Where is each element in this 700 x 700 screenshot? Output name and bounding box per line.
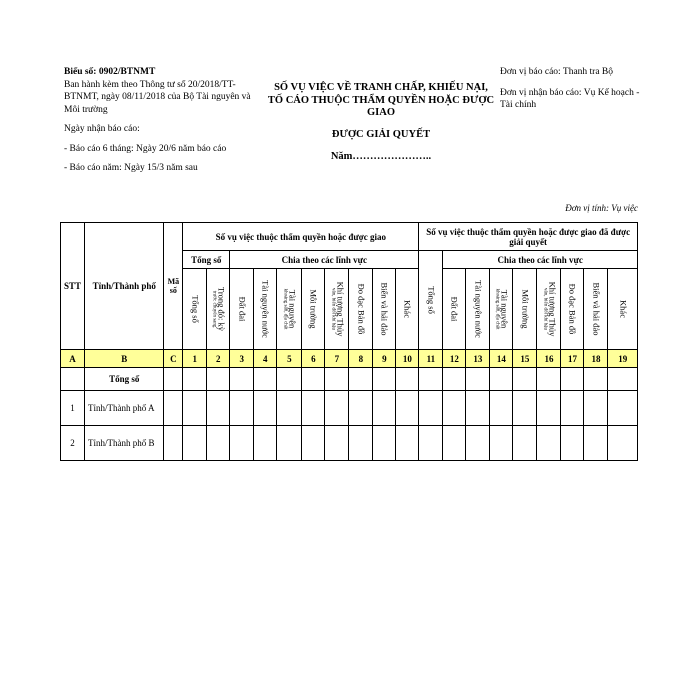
- col-code-header: Mã số: [164, 223, 183, 350]
- row-stt: 1: [61, 391, 85, 426]
- water-col: Tài nguyên nước: [254, 269, 277, 350]
- survey-col: Đo đạc Bản đồ: [349, 269, 373, 350]
- title-line-2: ĐƯỢC GIẢI QUYẾT: [331, 128, 431, 140]
- index-cell: 10: [396, 350, 419, 368]
- index-cell: 5: [277, 350, 302, 368]
- index-cell: 2: [207, 350, 230, 368]
- land-col: Đất đai: [230, 269, 254, 350]
- receipt-label: Ngày nhận báo cáo:: [64, 124, 140, 134]
- sea-col: Biển và hải đảo: [373, 269, 396, 350]
- group2-header: Số vụ việc thuộc thẩm quyền hoặc được giao đã được giải quyết: [419, 223, 638, 251]
- report-title: [266, 82, 496, 164]
- half-year-deadline: - Báo cáo 6 tháng: Ngày 20/6 năm báo cáo: [64, 143, 227, 154]
- row-stt: 2: [61, 426, 85, 461]
- form-header-left: [64, 66, 264, 175]
- issued-with: Ban hành kèm theo Thông tư số 20/2018/TT-BTNMT, ngày 08/11/2018 của Bộ Tài nguyên và Môi trường: [64, 79, 251, 115]
- table-row: [61, 391, 638, 426]
- environment-col-2: Môi trường: [513, 269, 537, 350]
- report-year: Năm…………………..: [330, 151, 432, 162]
- survey-col-2: Đo đạc Bản đồ: [561, 269, 584, 350]
- index-cell: 15: [513, 350, 537, 368]
- by-field-header-2: Chia theo các lĩnh vực: [443, 251, 638, 269]
- total-row-label: Tổng số: [85, 368, 164, 391]
- table-row: [61, 426, 638, 461]
- index-cell: 7: [325, 350, 349, 368]
- land-col-2: Đất đai: [443, 269, 466, 350]
- total-col-1: Tổng số: [183, 269, 207, 350]
- environment-col: Môi trường: [302, 269, 325, 350]
- index-row: [61, 350, 638, 368]
- group1-header: Số vụ việc thuộc thẩm quyền hoặc được giao: [183, 223, 419, 251]
- col-stt-header: STT: [61, 223, 85, 350]
- form-code: Biểu số: 0902/BTNMT: [64, 67, 156, 77]
- index-cell: C: [164, 350, 183, 368]
- index-cell: 3: [230, 350, 254, 368]
- col-province-header: Tỉnh/Thành phố: [85, 223, 164, 350]
- index-cell: 9: [373, 350, 396, 368]
- total-group-header: Tổng số: [183, 251, 230, 269]
- mineral-col-2: Tài nguyên khoáng sản, địa chất: [490, 269, 513, 350]
- index-cell: 6: [302, 350, 325, 368]
- index-cell: 19: [608, 350, 638, 368]
- index-cell: 13: [466, 350, 490, 368]
- index-cell: 8: [349, 350, 373, 368]
- index-cell: 16: [537, 350, 561, 368]
- total-col-2: Tổng số: [419, 251, 443, 350]
- other-col-2: Khác: [608, 269, 638, 350]
- index-cell: 11: [419, 350, 443, 368]
- title-line-1: SỐ VỤ VIỆC VỀ TRANH CHẤP, KHIẾU NẠI, TỐ CÁO THUỘC THẨM QUYỀN HOẶC ĐƯỢC GIAO: [267, 82, 495, 118]
- hydromet-col: Khí tượng Thủy văn, biến đổi khí hậu: [325, 269, 349, 350]
- annual-deadline: - Báo cáo năm: Ngày 15/3 năm sau: [64, 163, 198, 173]
- receiving-unit: Đơn vị nhận báo cáo: Vụ Kế hoạch - Tài chính: [500, 87, 640, 110]
- index-cell: 1: [183, 350, 207, 368]
- row-province: Tỉnh/Thành phố A: [85, 391, 164, 426]
- unit-label: Đơn vị tính: Vụ việc: [565, 203, 638, 213]
- form-header-right: [500, 66, 650, 112]
- row-province: Tỉnh/Thành phố B: [85, 426, 164, 461]
- index-cell: 17: [561, 350, 584, 368]
- by-field-header-1: Chia theo các lĩnh vực: [230, 251, 419, 269]
- reporting-unit: Đơn vị báo cáo: Thanh tra Bộ: [500, 67, 614, 77]
- index-cell: 12: [443, 350, 466, 368]
- index-cell: A: [61, 350, 85, 368]
- hydromet-col-2: Khí tượng Thủy văn, biến đổi khí hậu: [537, 269, 561, 350]
- index-cell: B: [85, 350, 164, 368]
- index-cell: 18: [584, 350, 608, 368]
- other-col: Khác: [396, 269, 419, 350]
- index-cell: 4: [254, 350, 277, 368]
- report-table: [60, 222, 638, 461]
- sea-col-2: Biển và hải đảo: [584, 269, 608, 350]
- of-which-col: Trong đó: kỳ trước chuyển sang: [207, 269, 230, 350]
- index-cell: 14: [490, 350, 513, 368]
- total-row: [61, 368, 638, 391]
- water-col-2: Tài nguyên nước: [466, 269, 490, 350]
- mineral-col: Tài nguyên khoáng sản, địa chất: [277, 269, 302, 350]
